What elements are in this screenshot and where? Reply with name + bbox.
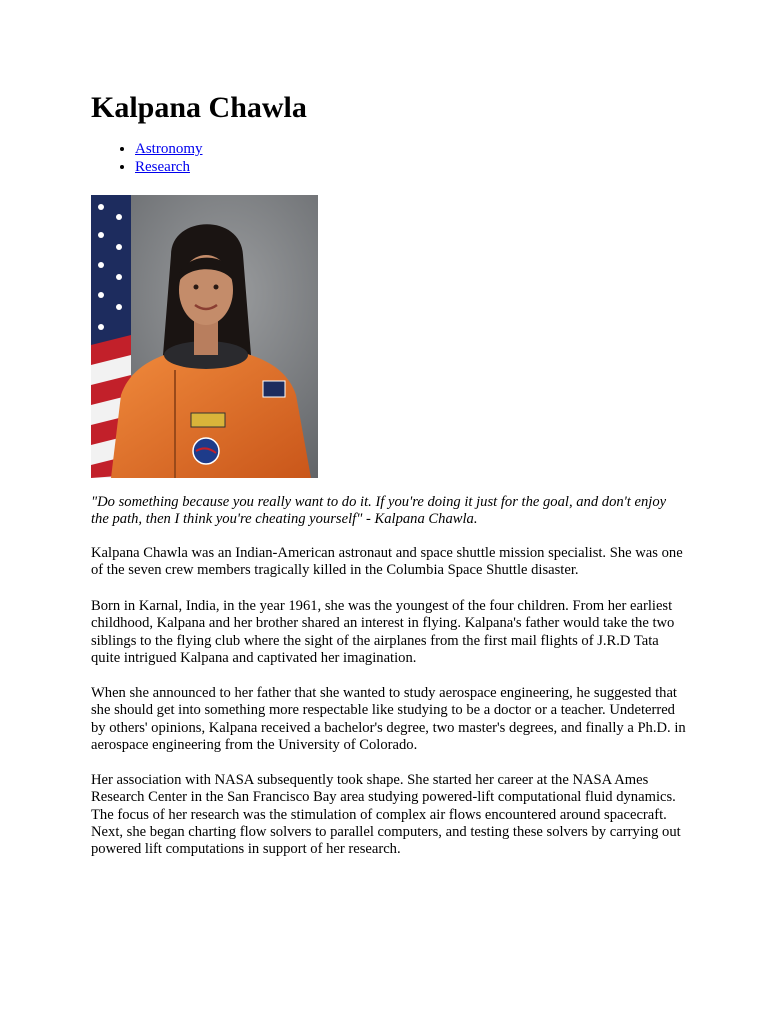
category-link-astronomy[interactable]: Astronomy [135,141,203,157]
astronaut-portrait-photo [91,195,318,478]
paragraph: Her association with NASA subsequently took shape. She started her career at the NASA Ames Research Center in the San Francisco Bay area studying powered-lift computational fluid dynamics. The focus of her research was the stimulation of complex air flows encountered around spacecraft. Next, she began charting flow solvers to parallel computers, and testing these solvers by carrying out powered lift computations in support of her research. [91,772,681,858]
page-title: Kalpana Chawla [91,91,307,124]
category-item [135,141,203,159]
category-list [91,141,203,176]
category-item [135,159,203,177]
paragraph: Kalpana Chawla was an Indian-American astronaut and space shuttle mission specialist. She was one of the seven crew members tragically killed in the Columbia Space Shuttle disaster. [91,545,683,579]
quote-text: "Do something because you really want to do it. If you're doing it just for the goal, and don't enjoy the path, then I think you're cheating yourself" - Kalpana Chawla. [91,494,667,528]
category-link-research[interactable]: Research [135,158,190,175]
paragraph: When she announced to her father that she wanted to study aerospace engineering, he suggested that she should get into something more respectable like studying to be a doctor or a teacher. Undeterred by others' opinions, Kalpana received a bachelor's degree, two master's degrees, and finally a Ph.D. in aerospace engineering from the University of Colorado. [91,685,686,753]
paragraph: Born in Karnal, India, in the year 1961, she was the youngest of the four children. From her earliest childhood, Kalpana and her brother shared an interest in flying. Kalpana's father would take the two siblings to the flying club where the sight of the airplanes from the first mail flights of J.R.D Tata quite intrigued Kalpana and captivated her imagination. [91,598,675,666]
